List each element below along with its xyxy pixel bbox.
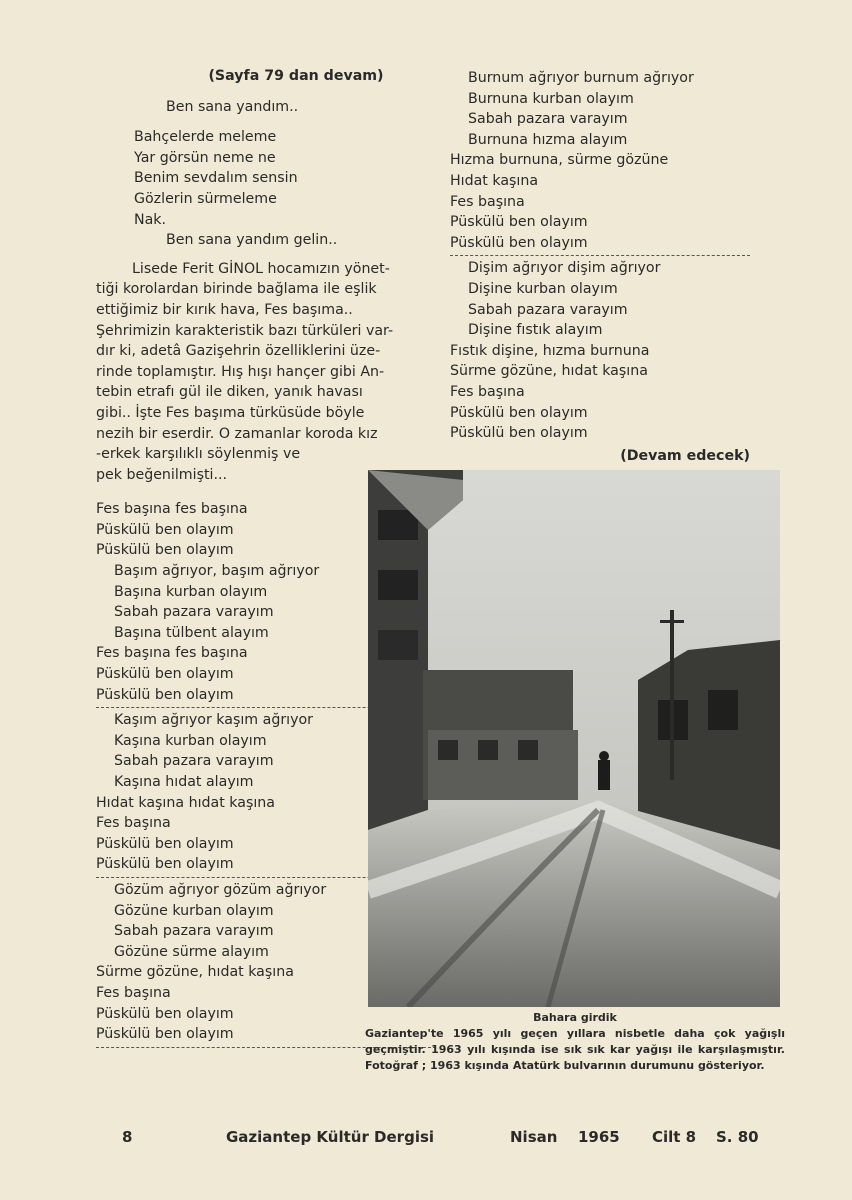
intro-poem xyxy=(96,97,436,251)
song-line: Sürme gözüne, hıdat kaşına xyxy=(96,964,294,981)
song-line: Sabah pazara varayım xyxy=(114,923,274,940)
snowy-street-photo xyxy=(368,470,780,1007)
song-line: Kaşım ağrıyor kaşım ağrıyor xyxy=(114,712,314,729)
paragraph-line: Şehrimizin karakteristik bazı türküleri var- xyxy=(96,322,394,339)
paragraph-line: tebin etrafı gül ile diken, yanık havası xyxy=(96,384,363,401)
song-line: Püskülü ben olayım xyxy=(450,234,588,251)
song-line: Sürme gözüne, hıdat kaşına xyxy=(450,363,648,380)
stanza-divider xyxy=(450,255,750,256)
song-line: Fes başına xyxy=(450,193,525,210)
poem-line: Nak. xyxy=(134,211,167,228)
song-line: Burnum ağrıyor burnum ağrıyor xyxy=(468,70,694,86)
song-line: Başına kurban olayım xyxy=(114,583,268,600)
song-stanza xyxy=(450,341,750,444)
journal-title: Gaziantep Kültür Dergisi xyxy=(226,1128,435,1146)
song-line: Püskülü ben olayım xyxy=(450,214,588,231)
page-number: 8 xyxy=(122,1128,133,1146)
paragraph-line: dır ki, adetâ Gazişehrin özelliklerini üze- xyxy=(96,343,381,360)
paragraph-line: nezih bir eserdir. O zamanlar koroda kız xyxy=(96,425,378,442)
right-column xyxy=(450,68,750,466)
volume-number: Cilt 8 xyxy=(652,1128,697,1146)
poem-line: Bahçelerde meleme xyxy=(134,129,277,146)
paragraph-line: tiği korolardan birinde bağlama ile eşlik xyxy=(96,281,377,298)
song-line: Püskülü ben olayım xyxy=(96,542,234,559)
paragraph-line: Lisede Ferit GİNOL hocamızın yönet- xyxy=(132,260,390,277)
song-stanza xyxy=(450,150,750,253)
song-line: Burnuna kurban olayım xyxy=(468,90,634,107)
song-right xyxy=(450,68,750,444)
song-line: Hızma burnuna, sürme gözüne xyxy=(450,152,669,169)
song-line: Burnuna hızma alayım xyxy=(468,131,628,148)
song-line: Fes başına fes başına xyxy=(96,501,248,518)
song-line: Fes başına xyxy=(96,815,171,832)
issue-number: S. 80 xyxy=(716,1128,759,1146)
song-line: Dişine fıstık alayım xyxy=(468,322,603,339)
paragraph-line: -erkek karşılıklı söylenmiş ve xyxy=(96,446,301,463)
poem-line: Gözlerin sürmeleme xyxy=(134,190,277,207)
song-line: Hıdat kaşına hıdat kaşına xyxy=(96,794,275,811)
song-line: Fes başına xyxy=(96,984,171,1001)
song-line: Başına tülbent alayım xyxy=(114,624,269,641)
paragraph-line: gibi.. İşte Fes başıma türküsüde böyle xyxy=(96,404,365,421)
song-line: Püskülü ben olayım xyxy=(96,1005,234,1022)
song-line: Gözüm ağrıyor gözüm ağrıyor xyxy=(114,881,327,898)
poem-line: Ben sana yandım.. xyxy=(166,98,299,115)
song-line: Dişine kurban olayım xyxy=(468,280,618,297)
song-line: Püskülü ben olayım xyxy=(96,521,234,538)
song-line: Püskülü ben olayım xyxy=(96,835,234,852)
song-line: Püskülü ben olayım xyxy=(96,1026,234,1043)
song-line: Kaşına hıdat alayım xyxy=(114,774,254,790)
song-stanza xyxy=(450,68,750,150)
song-line: Dişim ağrıyor dişim ağrıyor xyxy=(468,260,661,277)
continued-from-header: (Sayfa 79 dan devam) xyxy=(208,68,384,84)
song-line: Fes başına xyxy=(450,383,525,400)
article-paragraph xyxy=(96,259,436,486)
song-line: Püskülü ben olayım xyxy=(96,856,234,873)
song-line: Püskülü ben olayım xyxy=(450,404,588,421)
caption-title: Bahara girdik xyxy=(533,1011,617,1024)
continued-note: (Devam edecek) xyxy=(620,447,750,464)
photo-image xyxy=(368,470,780,1007)
paragraph-line: pek beğenilmişti... xyxy=(96,466,227,483)
poem-line: Ben sana yandım gelin.. xyxy=(166,232,338,249)
song-line: Gözüne kurban olayım xyxy=(114,902,274,919)
song-line: Püskülü ben olayım xyxy=(96,686,234,703)
song-line: Püskülü ben olayım xyxy=(450,425,588,442)
song-line: Sabah pazara varayım xyxy=(114,753,274,770)
song-line: Sabah pazara varayım xyxy=(468,111,628,128)
song-line: Gözüne sürme alayım xyxy=(114,943,269,960)
song-line: Başım ağrıyor, başım ağrıyor xyxy=(114,563,320,580)
poem-line: Yar görsün neme ne xyxy=(134,149,276,166)
song-stanza xyxy=(450,258,750,340)
poem-line: Benim sevdalım sensin xyxy=(134,170,298,187)
issue-month: Nisan xyxy=(510,1128,558,1146)
photo-caption xyxy=(365,1010,785,1074)
song-line: Hıdat kaşına xyxy=(450,172,539,189)
song-line: Fıstık dişine, hızma burnuna xyxy=(450,342,650,359)
song-line: Fes başına fes başına xyxy=(96,645,248,662)
paragraph-line: rinde toplamıştır. Hış hışı hançer gibi An- xyxy=(96,363,385,380)
song-line: Püskülü ben olayım xyxy=(96,666,234,683)
song-line: Sabah pazara varayım xyxy=(114,604,274,621)
caption-text: Gaziantep'te 1965 yılı geçen yıllara nisbetle daha çok yağışlı geçmiştir. 1963 yılı kışında ise sık sık kar yağışı ile karşılaşmıştır. Fotoğraf ; 1963 kışında Atatürk bulvarının durumunu gösteriyor. xyxy=(365,1027,785,1072)
issue-year: 1965 xyxy=(578,1128,620,1146)
song-line: Kaşına kurban olayım xyxy=(114,732,267,749)
paragraph-line: ettiğimiz bir kırık hava, Fes başıma.. xyxy=(96,301,353,318)
song-line: Sabah pazara varayım xyxy=(468,301,628,318)
